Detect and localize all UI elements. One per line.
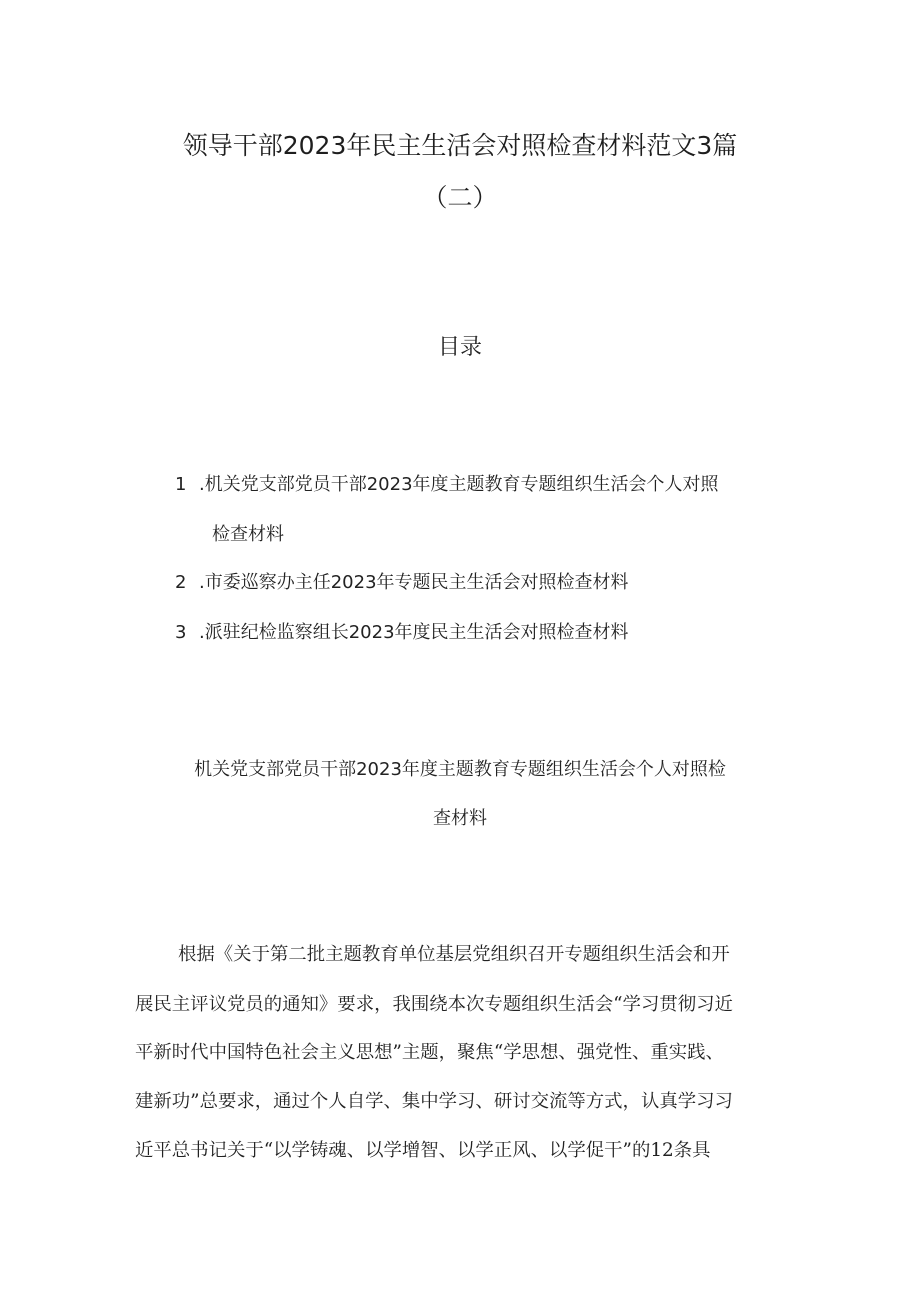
paragraph-line: 近平总书记关于“以学铸魂、以学增智、以学正风、以学促干”的12条具: [135, 1140, 711, 1161]
toc-item: [175, 618, 629, 644]
toc-item-number: 2: [175, 572, 187, 593]
toc-item-number: 3: [175, 622, 187, 643]
section-title: 机关党支部党员干部2023年度主题教育专题组织生活会个人对照检: [194, 759, 726, 780]
paragraph-line: 平新时代中国特色社会主义思想”主题，聚焦“学思想、强党性、重实践、: [135, 1042, 724, 1063]
toc-item-label: .机关党支部党员干部2023年度主题教育专题组织生活会个人对照: [199, 474, 719, 495]
paragraph-line: 展民主评议党员的通知》要求，我围绕本次专题组织生活会“学习贯彻习近: [135, 994, 733, 1015]
toc-item: [175, 470, 719, 496]
paragraph-line: 根据《关于第二批主题教育单位基层党组织召开专题组织生活会和开: [178, 944, 730, 965]
document-title-part: （二）: [422, 183, 498, 212]
document-title: 领导干部2023年民主生活会对照检查材料范文3篇: [182, 131, 738, 160]
toc-item-continuation: 检查材料: [212, 524, 284, 545]
paragraph-line: 建新功”总要求，通过个人自学、集中学习、研讨交流等方式，认真学习习: [135, 1091, 733, 1112]
toc-item-number: 1: [175, 474, 187, 495]
section-title-continuation: 查材料: [433, 808, 487, 829]
toc-item: [175, 568, 629, 594]
toc-item-label: .市委巡察办主任2023年专题民主生活会对照检查材料: [199, 572, 629, 593]
toc-item-label: .派驻纪检监察组长2023年度民主生活会对照检查材料: [199, 622, 629, 643]
toc-heading: 目录: [437, 335, 482, 360]
